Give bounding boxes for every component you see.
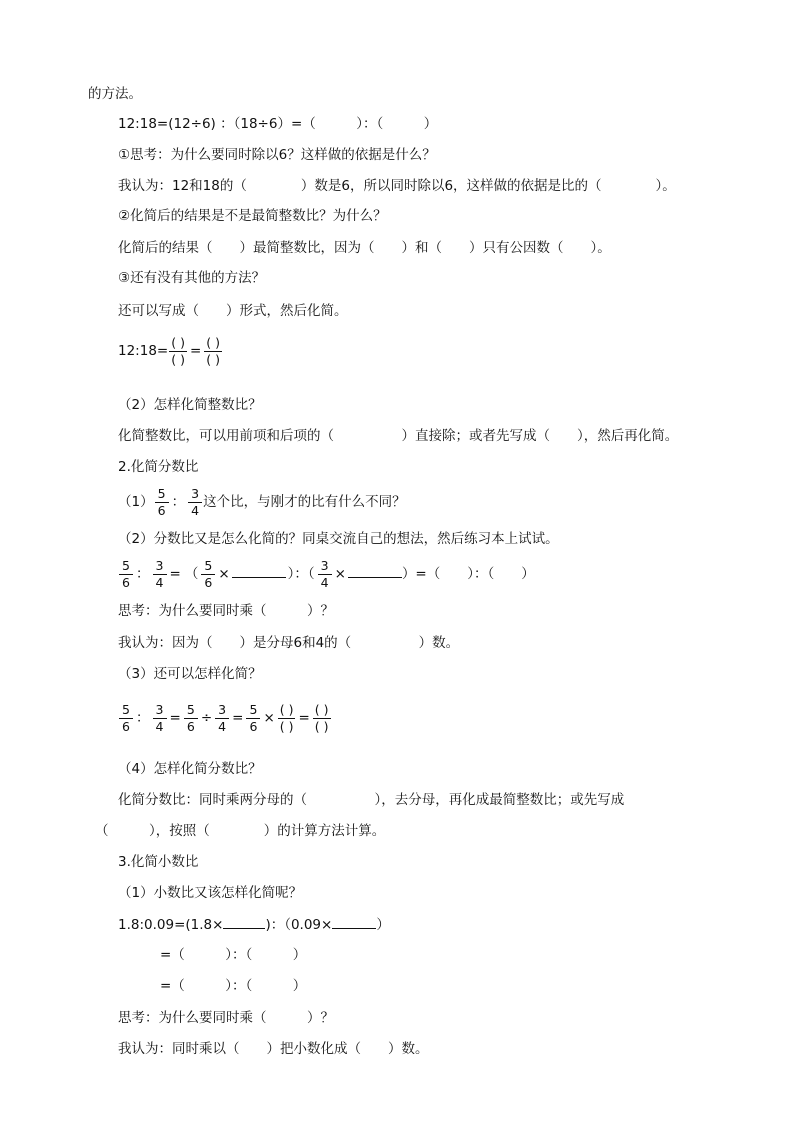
text-line-28: 我认为：同时乘以（ ）把小数化成（ ）数。: [118, 1041, 429, 1057]
equals-sign: =: [169, 566, 181, 582]
times-sign: ×: [334, 566, 346, 582]
item-number: （1）: [118, 494, 154, 510]
text-line-16: 思考：为什么要同时乘（ ）？: [118, 603, 334, 619]
text-line-19: （4）怎样化简分数比？: [118, 761, 262, 777]
paren: （: [184, 566, 199, 582]
text-line-1: 的方法。: [88, 86, 142, 102]
answer-blank[interactable]: [332, 915, 376, 929]
fraction-3-4: $\frac{3}{4}$: [188, 487, 202, 518]
answer-blank[interactable]: [348, 564, 402, 578]
text-line-18: （3）还可以怎样化简？: [118, 666, 262, 682]
text-line-17: 我认为：因为（ ）是分母6和4的（ ）数。: [118, 635, 460, 651]
ratio-prefix: 12:18=: [118, 343, 169, 359]
text-line-20: 化简分数比：同时乘两分母的（ ），去分母，再化成最简整数比；或先写成: [118, 792, 625, 808]
decimal-ratio-mid: )：（0.09×: [265, 917, 333, 933]
fraction-3-4: $\frac{3}{4}$: [318, 559, 332, 590]
fraction-ratio-question: [118, 484, 406, 520]
text-line-7: ③还有没有其他的方法？: [118, 270, 266, 286]
fraction-3-4: $\frac{3}{4}$: [215, 703, 229, 734]
question-text: 这个比，与刚才的比有什么不同？: [203, 494, 406, 510]
text-line-3: ①思考：为什么要同时除以6？这样做的依据是什么？: [118, 147, 436, 163]
text-line-2: 12:18=(12÷6) ：（18÷6）=（ ）：（ ）: [118, 116, 438, 132]
ratio-fraction-line: [118, 333, 223, 369]
colon: ：: [171, 494, 186, 510]
paren-colon: ）：（: [287, 566, 315, 582]
text-line-14: （2）分数比又是怎么化简的？同桌交流自己的想法，然后练习本上试试。: [118, 531, 559, 547]
text-line-8: 还可以写成（ ）形式，然后化简。: [118, 303, 348, 319]
fraction-blank: $\frac{( )}{( )}$: [171, 334, 185, 367]
answer-blank[interactable]: [232, 564, 286, 578]
text-line-25: =（ ）：（ ）: [160, 947, 307, 963]
fraction-blank: $\frac{( )}{( )}$: [279, 701, 294, 734]
divide-sign: ÷: [200, 710, 213, 726]
text-line-23: （1）小数比又该怎样化简呢？: [118, 885, 303, 901]
equals-sign: =: [169, 710, 181, 726]
fraction-5-6: $\frac{5}{6}$: [155, 487, 169, 518]
fraction-5-6: $\frac{5}{6}$: [246, 703, 260, 734]
text-line-26: =（ ）：（ ）: [160, 978, 307, 994]
fraction-5-6: $\frac{5}{6}$: [119, 703, 133, 734]
ratio-result: ）=（ ）：（ ）: [401, 566, 535, 582]
answer-blank[interactable]: [223, 915, 265, 929]
fraction-3-4: $\frac{3}{4}$: [153, 703, 167, 734]
fraction-5-6: $\frac{5}{6}$: [201, 559, 215, 590]
equals-sign: =: [232, 710, 244, 726]
fraction-division-line: [118, 698, 332, 738]
text-line-11: 化简整数比，可以用前项和后项的（ ）直接除；或者先写成（ ），然后再化简。: [118, 428, 679, 444]
decimal-ratio-end: ）: [376, 917, 390, 933]
times-sign: ×: [263, 710, 275, 726]
decimal-ratio-line: [118, 915, 390, 934]
text-line-10: （2）怎样化简整数比？: [118, 397, 262, 413]
text-line-21: （ ），按照（ ）的计算方法计算。: [95, 823, 386, 839]
colon: ：: [136, 566, 150, 582]
fraction-5-6: $\frac{5}{6}$: [184, 703, 198, 734]
section-heading-2: 2.化简分数比: [118, 459, 199, 475]
fraction-multiply-line: [118, 556, 535, 592]
equals-sign: =: [189, 343, 202, 359]
text-line-5: ②化简后的结果是不是最简整数比？为什么？: [118, 208, 387, 224]
text-line-27: 思考：为什么要同时乘（ ）？: [118, 1010, 334, 1026]
colon: ：: [136, 710, 150, 726]
fraction-blank: $\frac{( )}{( )}$: [206, 334, 220, 367]
fraction-blank: $\frac{( )}{( )}$: [314, 701, 329, 734]
decimal-ratio-start: 1.8:0.09=(1.8×: [118, 917, 224, 933]
times-sign: ×: [218, 566, 230, 582]
section-heading-3: 3.化简小数比: [118, 854, 199, 870]
equals-sign: =: [298, 710, 310, 726]
fraction-5-6: $\frac{5}{6}$: [119, 559, 133, 590]
text-line-4: 我认为：12和18的（ ）数是6，所以同时除以6，这样做的依据是比的（ ）。: [118, 178, 676, 194]
fraction-3-4: $\frac{3}{4}$: [153, 559, 167, 590]
text-line-6: 化简后的结果（ ）最简整数比，因为（ ）和（ ）只有公因数（ ）。: [118, 240, 611, 256]
